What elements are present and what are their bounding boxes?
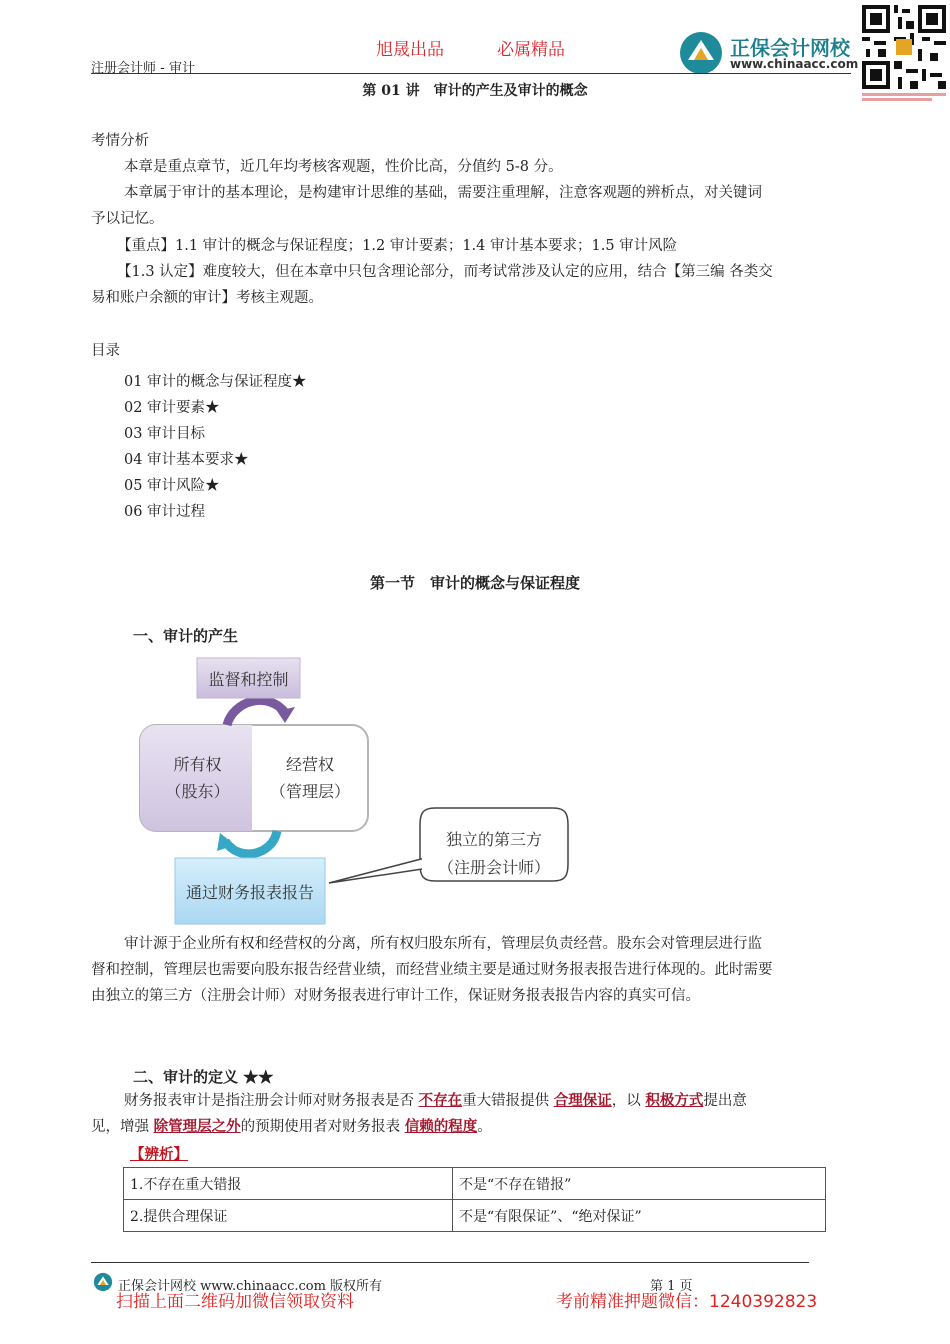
chinaacc-logo[interactable] (678, 30, 858, 76)
logo-name: 正保会计网校 (730, 36, 850, 60)
analysis-para-1: 本章是重点章节，近几年均考核客观题，性价比高，分值约 5-8 分。 (124, 159, 563, 175)
header-rule (91, 73, 851, 74)
def-text: ，以 (611, 1093, 641, 1109)
brand-tagline-a: 旭晟出品 (376, 40, 444, 60)
origin-para-b: 督和控制，管理层也需要向股东报告经营业绩，而经营业绩主要是通过财务报表报告进行体现的。此时需要 (91, 962, 773, 978)
toc-item[interactable]: 05 审计风险★ (124, 478, 220, 494)
def-text: 重大错报提供 (462, 1093, 550, 1109)
def-text: 见，增强 (91, 1119, 149, 1135)
diagram-oper-l1: 经营权 (285, 755, 334, 774)
qr-code-icon (862, 5, 946, 89)
def-text: 提出意 (703, 1093, 747, 1109)
section-title: 第一节 审计的概念与保证程度 (369, 574, 580, 592)
audit-origin-diagram (135, 655, 575, 930)
diagram-third-l2: （注册会计师） (437, 858, 550, 877)
toc-heading: 目录 (91, 343, 120, 359)
footer-copyright: 正保会计网校 www.chinaacc.com 版权所有 (118, 1279, 383, 1294)
brand-tagline-b: 必属精品 (497, 40, 565, 60)
promo-left[interactable]: 扫描上面二维码加微信领取资料 (116, 1292, 354, 1312)
keyword-except-management: 除管理层之外 (153, 1118, 241, 1135)
diagram-third-l1: 独立的第三方 (445, 830, 542, 849)
logo-emblem-icon (678, 30, 724, 76)
definition-line-1 (124, 1088, 747, 1114)
table-cell: 不是“有限保证”、“绝对保证” (453, 1200, 826, 1232)
comparison-table (123, 1167, 826, 1232)
toc-item[interactable]: 02 审计要素★ (124, 400, 220, 416)
keyword-reasonable-assurance: 合理保证 (553, 1092, 612, 1109)
origin-para-c: 由独立的第三方（注册会计师）对财务报表进行审计工作，保证财务报表报告内容的真实可信。 (91, 988, 700, 1004)
analysis-para-4b: 易和账户余额的审计】考核主观题。 (91, 290, 323, 306)
def-text: 的预期使用者对财务报表 (240, 1119, 401, 1135)
table-cell: 不是“不存在错报” (453, 1168, 826, 1200)
keyword-positive-form: 积极方式 (645, 1092, 704, 1109)
analysis-heading: 考情分析 (91, 133, 149, 149)
toc-item[interactable]: 04 审计基本要求★ (124, 452, 249, 468)
analysis-para-2b: 予以记忆。 (91, 211, 164, 227)
diagram-oper-l2: （管理层） (269, 782, 350, 801)
keyword-no-misstatement: 不存在 (418, 1092, 463, 1109)
subsection-heading-definition: 二、审计的定义 ★★ (133, 1068, 274, 1086)
table-row (124, 1200, 826, 1232)
toc-item[interactable]: 06 审计过程 (124, 504, 206, 520)
promo-right[interactable]: 考前精准押题微信：1240392823 (556, 1292, 818, 1312)
diagram-report-box: 通过财务报表报告 (185, 883, 314, 902)
footer-rule (91, 1262, 809, 1263)
page-number: 第 1 页 (650, 1279, 693, 1294)
toc-item[interactable]: 01 审计的概念与保证程度★ (124, 374, 307, 390)
lecture-title: 第 01 讲 审计的产生及审计的概念 (362, 83, 588, 99)
analysis-tag: 【辨析】 (130, 1146, 188, 1163)
diagram-owner-l1: 所有权 (173, 755, 222, 774)
logo-url: www.chinaacc.com (730, 57, 859, 71)
qr-code[interactable] (862, 5, 946, 89)
course-name: 注册会计师 - 审计 (91, 61, 195, 76)
analysis-key-points: 【重点】1.1 审计的概念与保证程度；1.2 审计要素；1.4 审计基本要求；1.5 审计风险 (117, 238, 678, 254)
analysis-para-2a: 本章属于审计的基本理论，是构建审计思维的基础，需要注重理解，注意客观题的辨析点，对关键词 (124, 185, 762, 201)
diagram-supervise-box: 监督和控制 (208, 670, 289, 689)
footer-logo-icon (93, 1272, 113, 1292)
def-text: 财务报表审计是指注册会计师对财务报表是否 (124, 1093, 414, 1109)
analysis-para-4a: 【1.3 认定】难度较大，但在本章中只包含理论部分，而考试常涉及认定的应用，结合【第三编 各类交 (117, 264, 773, 280)
subsection-heading-origin: 一、审计的产生 (133, 627, 239, 645)
table-row (124, 1168, 826, 1200)
table-cell: 1.不存在重大错报 (124, 1168, 453, 1200)
origin-para-a: 审计源于企业所有权和经营权的分离，所有权归股东所有，管理层负责经营。股东会对管理层进行监 (124, 936, 762, 952)
table-cell: 2.提供合理保证 (124, 1200, 453, 1232)
toc-item[interactable]: 03 审计目标 (124, 426, 206, 442)
keyword-degree-of-confidence: 信赖的程度 (404, 1118, 478, 1135)
def-text: 。 (477, 1119, 492, 1135)
definition-line-2 (91, 1114, 492, 1140)
diagram-owner-l2: （股东） (165, 782, 230, 801)
